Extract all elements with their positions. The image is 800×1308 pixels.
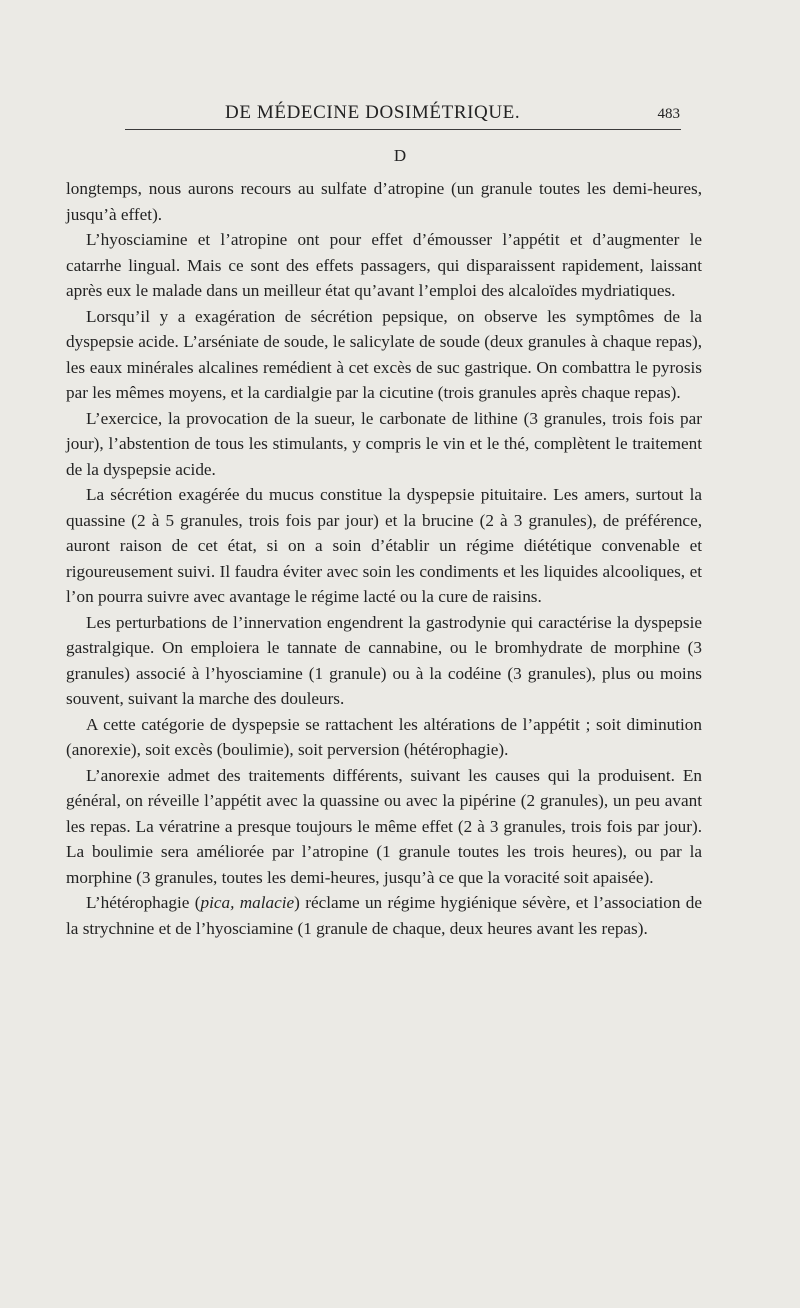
running-title: DE MÉDECINE DOSIMÉTRIQUE.	[225, 102, 521, 123]
paragraph: L’hyosciamine et l’atropine ont pour effet d’émousser l’appétit et d’augmenter le catarrhe lingual. Mais ce sont des effets passagers, qui disparaissent rapidement, laissant après eux le malade dans un meilleur état qu’avant l’emploi des alcaloïdes mydriatiques.	[66, 230, 702, 300]
paragraph: Les perturbations de l’innervation engendrent la gastrodynie qui caractérise la dyspepsie gastralgique. On emploiera le tannate de cannabine, ou le bromhydrate de morphine (3 granules) associé à l’hyosciamine (1 granule) ou à la codéine (3 granules), plus ou moins souvent, suivant la marche des douleurs.	[66, 612, 702, 708]
page-number: 483	[657, 106, 680, 122]
paragraph: A cette catégorie de dyspepsie se rattachent les altérations de l’appétit ; soit diminution (anorexie), soit excès (boulimie), soit perversion (hétérophagie).	[66, 714, 702, 759]
paragraph: La sécrétion exagérée du mucus constitue la dyspepsie pituitaire. Les amers, surtout la quassine (2 à 5 granules, trois fois par jour) et la brucine (2 à 3 granules), de préférence, auront raison de cet état, si on a soin d’établir un régime diététique convenable et rigoureusement suivi. Il faudra éviter avec soin les condiments et les liquides alcooliques, et l’on pourra suivre avec avantage le régime lacté ou la cure de raisins.	[66, 485, 702, 606]
paragraph: L’anorexie admet des traitements différents, suivant les causes qui la produisent. En général, on réveille l’appétit avec la quassine ou avec la pipérine (2 granules), un peu avant les repas. La vératrine a presque toujours le même effet (2 à 3 granules, trois fois par jour). La boulimie sera améliorée par l’atropine (1 granule toutes les trois heures), ou par la morphine (3 granules, toutes les demi-heures, jusqu’à ce que la voracité soit apaisée).	[66, 765, 702, 887]
italic-run: pica, malacie	[200, 893, 295, 912]
paragraph: longtemps, nous aurons recours au sulfate d’atropine (un granule toutes les demi-heures, jusqu’à effet).	[66, 179, 702, 224]
text-run: ) réclame un régime hygiénique sévère, et l’association de la strychnine et de l’hyosciamine (1 granule de chaque, deux heures avant les repas).	[66, 893, 703, 938]
paragraph: L’exercice, la provocation de la sueur, le carbonate de lithine (3 granules, trois fois par jour), l’abstention de tous les stimulants, y compris le vin et le thé, complètent le traitement de la dyspepsie acide.	[66, 408, 702, 479]
paragraph: Lorsqu’il y a exagération de sécrétion pepsique, on observe les symptômes de la dyspepsie acide. L’arséniate de soude, le salicylate de soude (deux granules à chaque repas), les eaux minérales alcalines remédient à cet excès de suc gastrique. On combattra le pyrosis par les mêmes moyens, et la cardialgie par la cicutine (trois granules après chaque repas).	[66, 306, 702, 402]
header-rule	[125, 129, 681, 130]
section-letter: D	[393, 146, 407, 165]
page-header	[130, 100, 680, 130]
paragraph-last	[66, 890, 702, 941]
body-text	[66, 176, 702, 941]
text-run: L’hétérophagie (	[86, 893, 201, 912]
